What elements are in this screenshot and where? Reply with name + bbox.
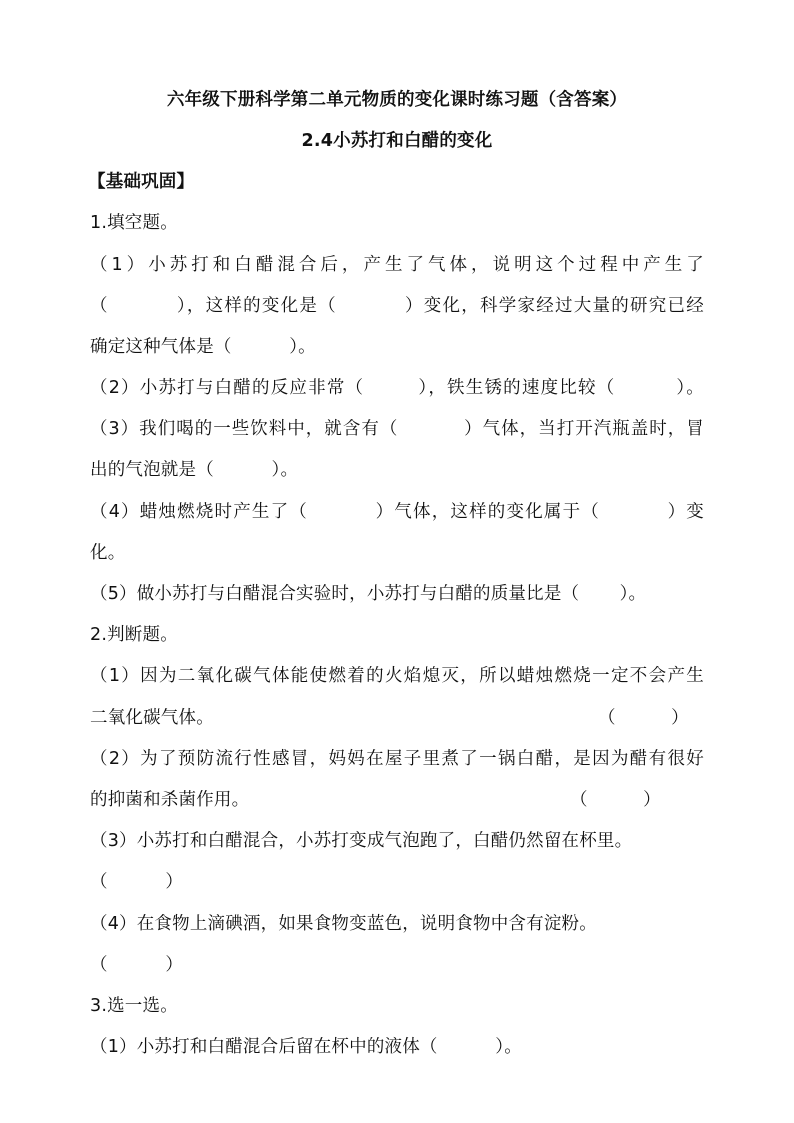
- q1-item4-line2: 化。: [90, 543, 126, 563]
- q2-item2-line1: （2）为了预防流行性感冒，妈妈在屋子里煮了一锅白醋，是因为醋有很好: [90, 749, 704, 769]
- q3-heading: 3.选一选。: [90, 996, 178, 1016]
- q2-heading: 2.判断题。: [90, 625, 178, 645]
- q1-item3-line2: 出的气泡就是（ ）。: [90, 460, 299, 480]
- q1-item5: （5）做小苏打与白醋混合实验时，小苏打与白醋的质量比是（ ）。: [90, 584, 647, 604]
- q2-item3-answer-blank: （ ）: [90, 872, 184, 892]
- q2-item1-answer-blank: （ ）: [598, 708, 689, 728]
- q1-item3-line1: （3）我们喝的一些饮料中，就含有（ ）气体，当打开汽瓶盖时，冒: [90, 419, 704, 439]
- q2-item2-answer-blank: （ ）: [570, 790, 661, 810]
- q1-item1-line1: （1）小苏打和白醋混合后，产生了气体，说明这个过程中产生了: [90, 255, 704, 275]
- q1-item1-line3: 确定这种气体是（ ）。: [90, 337, 316, 357]
- q1-item1-line2: （ ），这样的变化是（ ）变化，科学家经过大量的研究已经: [90, 296, 704, 316]
- q2-item1-line2: 二氧化碳气体。: [90, 708, 214, 728]
- q3-item1: （1）小苏打和白醋混合后留在杯中的液体（ ）。: [90, 1037, 522, 1057]
- q1-item4-line1: （4）蜡烛燃烧时产生了（ ）气体，这样的变化属于（ ）变: [90, 502, 704, 522]
- lesson-subtitle: 2.4小苏打和白醋的变化: [301, 131, 493, 151]
- document-title: 六年级下册科学第二单元物质的变化课时练习题（含答案）: [166, 90, 628, 110]
- section-heading: 【基础巩固】: [88, 172, 195, 192]
- q2-item3-line1: （3）小苏打和白醋混合，小苏打变成气泡跑了，白醋仍然留在杯里。: [90, 831, 633, 851]
- q2-item4-answer-blank: （ ）: [90, 955, 184, 975]
- q1-item2: （2）小苏打与白醋的反应非常（ ），铁生锈的速度比较（ ）。: [90, 378, 704, 398]
- q2-item1-line1: （1）因为二氧化碳气体能使燃着的火焰熄灭，所以蜡烛燃烧一定不会产生: [90, 666, 704, 686]
- q2-item2-line2: 的抑菌和杀菌作用。: [90, 790, 250, 810]
- q2-item4-line1: （4）在食物上滴碘酒，如果食物变蓝色，说明食物中含有淀粉。: [90, 914, 597, 934]
- q1-heading: 1.填空题。: [90, 213, 178, 233]
